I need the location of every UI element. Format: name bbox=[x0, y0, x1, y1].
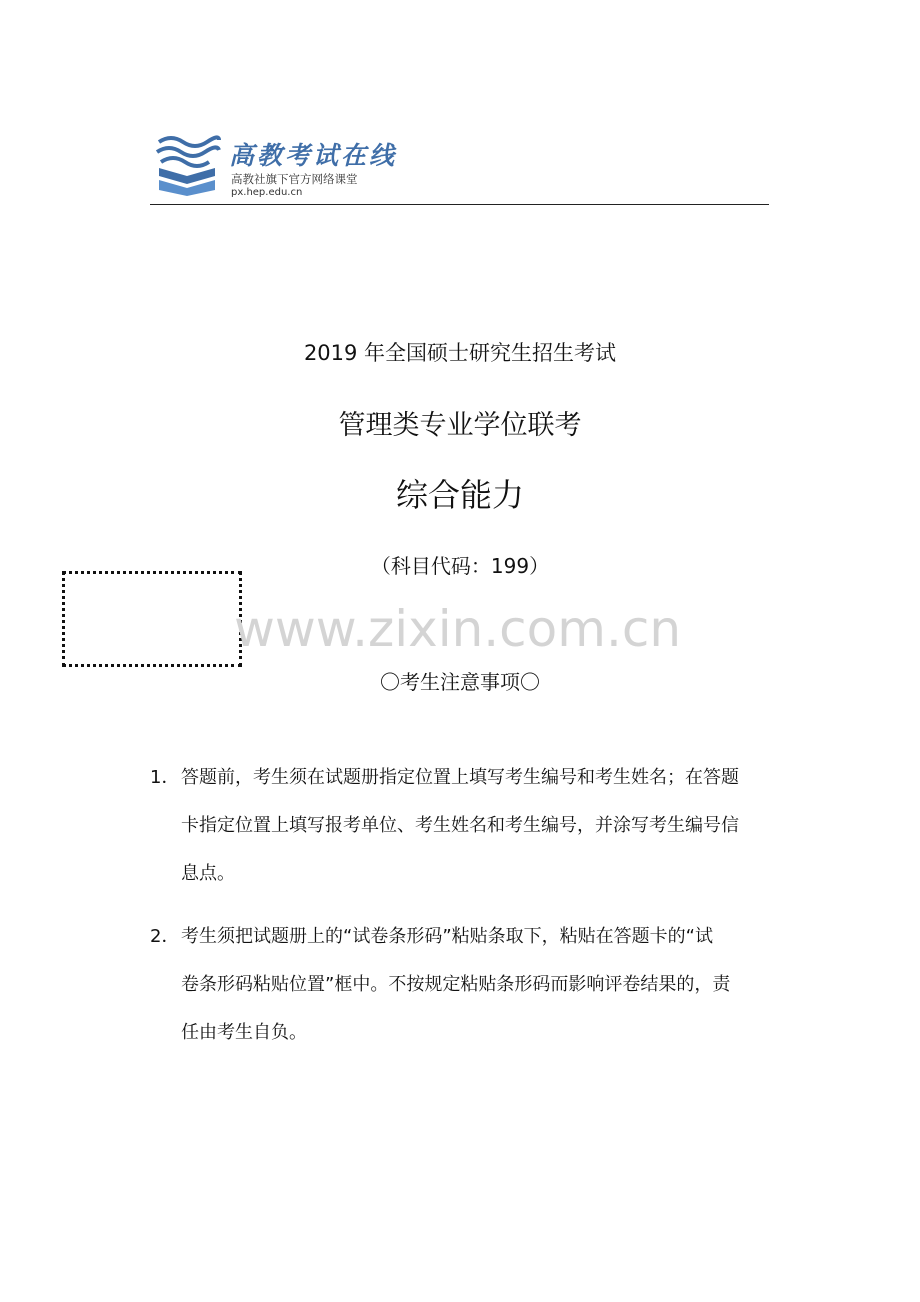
logo-subtitle: 高教社旗下官方网络课堂 bbox=[231, 172, 358, 186]
book-stack-wave-icon bbox=[155, 132, 221, 198]
notice-item-line: 答题前，考生须在试题册指定位置上填写考生编号和考生姓名；在答题 bbox=[181, 767, 739, 788]
barcode-placeholder-box bbox=[62, 571, 242, 667]
logo-name: 高教考试在线 bbox=[229, 141, 398, 170]
notice-item-line: 息点。 bbox=[181, 863, 235, 884]
exam-title: 2019 年全国硕士研究生招生考试 bbox=[303, 341, 617, 365]
header-rule bbox=[150, 204, 769, 205]
notice-item-line: 任由考生自负。 bbox=[181, 1022, 307, 1043]
publisher-logo bbox=[155, 132, 455, 202]
exam-subject: 综合能力 bbox=[395, 476, 524, 514]
notice-item-number: 2． bbox=[150, 926, 180, 947]
watermark: www.zixin.com.cn bbox=[234, 600, 682, 658]
exam-category: 管理类专业学位联考 bbox=[338, 410, 582, 441]
notice-item-line: 考生须把试题册上的“试卷条形码”粘贴条取下，粘贴在答题卡的“试 bbox=[181, 926, 713, 947]
notice-item-line: 卷条形码粘贴位置”框中。不按规定粘贴条形码而影响评卷结果的，责 bbox=[181, 974, 731, 995]
notice-item-line: 卡指定位置上填写报考单位、考生姓名和考生编号，并涂写考生编号信 bbox=[181, 815, 739, 836]
notice-item-number: 1． bbox=[150, 767, 180, 788]
subject-code: （科目代码：199） bbox=[370, 554, 550, 578]
logo-url: px.hep.edu.cn bbox=[231, 187, 303, 198]
notice-heading: 〇考生注意事项〇 bbox=[380, 670, 540, 694]
